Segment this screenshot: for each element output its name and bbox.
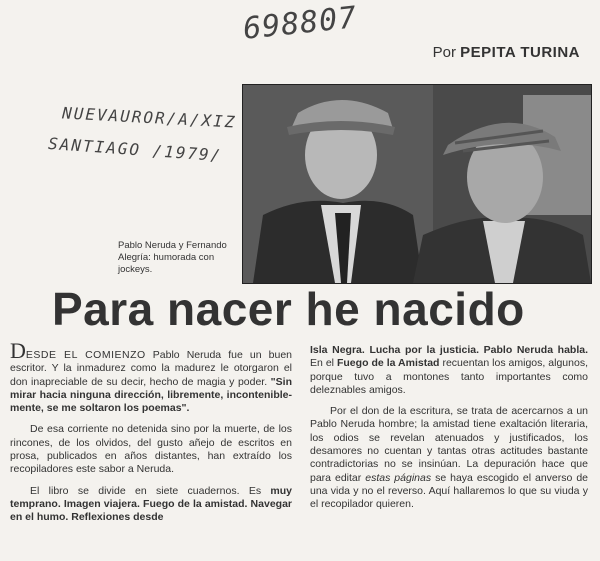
article-paragraph xyxy=(310,405,588,511)
byline-author: PEPITA TURINA xyxy=(460,44,580,61)
chapter-name: Fuego de la Amistad xyxy=(336,357,440,370)
italic-phrase: estas páginas xyxy=(365,471,432,484)
paragraph-text: Por el don de la escritura, se trata de acercarnos a un Pablo Neruda hombre; la amistad tiene exaltación literaria, los odios se revelan atenuados y justificados, los desamores no cuentan y tantas otras actitudes bastante contradictorias no se insinúan. La depuración hace que para editar xyxy=(310,405,588,484)
article-paragraph xyxy=(10,485,292,525)
paragraph-text: El libro se divide en siete cuadernos. Es xyxy=(30,484,271,497)
article-column-left xyxy=(10,338,293,533)
photo-of-two-men-icon xyxy=(242,84,592,284)
chapter-list-text: muy temprano. Imagen viajera. Fuego de la amistad. Navegar en el humo. Reflexiones desde xyxy=(10,484,292,524)
handwritten-archive-number: 698807 xyxy=(241,0,359,47)
article-paragraph xyxy=(10,338,293,415)
article-paragraph: De esa corriente no detenida sino por la muerte, de los rincones, de los olvidos, del gusto añejo de escritos en prosa, publicados en años distantes, han extraído los recopiladores este sabor a Neruda. xyxy=(10,423,292,476)
article-column-right xyxy=(310,344,588,520)
paragraph-text: se haya escogido el anverso de una vida y no el reverso. Aquí hallaremos lo que su viuda y el recopilador quieren. xyxy=(310,471,589,511)
drop-cap: D xyxy=(10,338,26,363)
photo-caption: Pablo Neruda y Fernando Alegría: humorada con jockeys. xyxy=(118,240,227,275)
chapter-list-text: Isla Negra. Lucha por la justicia. Pablo Neruda habla. xyxy=(310,344,588,356)
handwritten-source-line: NUEVAUROR/A/XIZ xyxy=(61,103,237,132)
article-headline: Para nacer he nacido xyxy=(52,283,525,335)
byline-prefix: Por xyxy=(432,44,456,61)
byline xyxy=(433,44,580,61)
paragraph-text: Pablo Neruda fue un buen escritor. Y la inmadurez como la madurez le otorgaron el don inapreciable de su decir, hecho de magia y poder. xyxy=(10,349,293,388)
paragraph-text: En el xyxy=(310,357,337,370)
quoted-text: "Sin mirar hacia ninguna dirección, libremente, incontenible-mente, se me soltaron los poemas". xyxy=(10,375,292,415)
paragraph-text: recuentan los amigos, algunos, porque tuvo a montones tanto importantes como deleznables amigos. xyxy=(310,357,588,396)
lead-in: ESDE EL COMIENZO xyxy=(25,349,146,361)
article-paragraph xyxy=(310,344,588,397)
handwritten-source-date: SANTIAGO /1979/ xyxy=(47,133,223,166)
